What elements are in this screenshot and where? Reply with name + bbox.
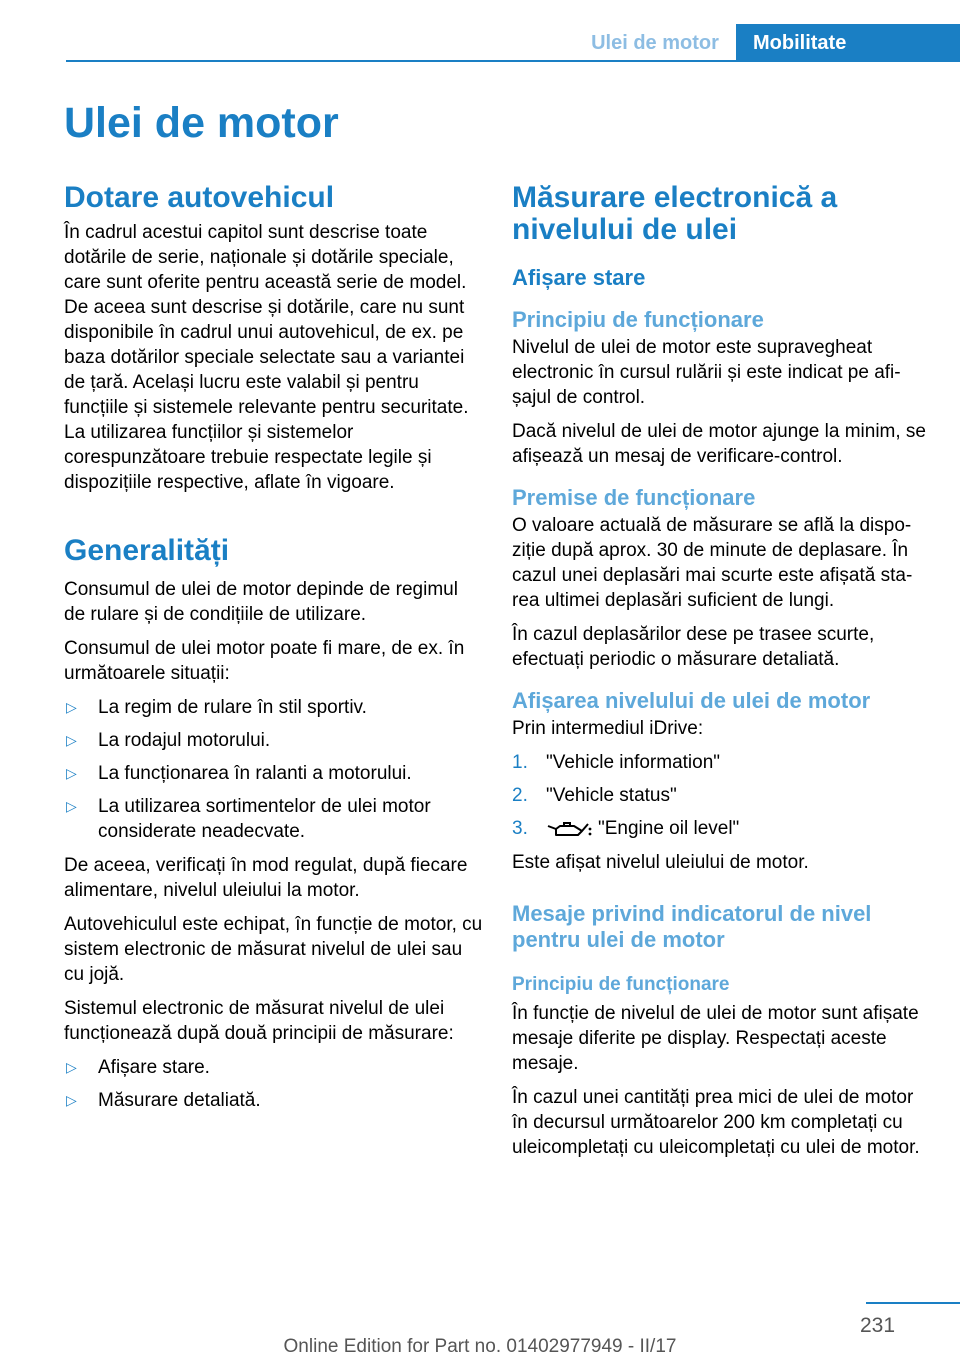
paragraph-equipped: Autovehiculul este echipat, în funcție de motor, cu sistem electronic de măsurat nivelul de ulei sau cu jojă.: [64, 914, 483, 985]
page-title: Ulei de motor: [64, 99, 339, 147]
paragraph-check: De aceea, verificați în mod regulat, după fiecare alimentare, nivelul uleiului la motor.: [64, 855, 468, 901]
paragraph-premise-2: În cazul deplasărilor dese pe trasee scurte, efectuați periodic o măsurare detaliată.: [512, 624, 875, 670]
heading-messages: Mesaje privind indicatorul de nivel pentru ulei de motor: [512, 901, 872, 952]
right-column: [512, 182, 932, 1169]
triangle-bullet-icon: ▷: [66, 1059, 77, 1075]
heading-status-display: Afișare stare: [512, 265, 646, 290]
footer-rule: [866, 1302, 960, 1304]
triangle-bullet-icon: ▷: [66, 732, 77, 748]
triangle-bullet-icon: ▷: [66, 798, 77, 814]
heading-principle-2: Principiu de funcționare: [512, 974, 730, 995]
paragraph-premise-1: O valoare actuală de măsurare se află la dispoziție după aprox. 30 de minute de deplasare. În cazul unei deplasări mai scurte este afișată starea ultimei deplasări suficient de lungi.: [512, 515, 913, 611]
paragraph-equipment: În cadrul acestui capitol sunt descrise toate dotările de serie, naționale și dotările speciale, care sunt oferite pentru această serie de model. De aceea sunt descrise și dotările, care nu sunt disponibile în cadrul unui autovehicul, de ex. pe baza dotărilor speciale selectate sau a variantei de țară. Același lucru este valabil și pentru funcțiile și sistemele relevante pentru securitate. La utilizarea funcțiilor și sistemelor corespunzătoare trebuie respectate legile și dispozițiile respective, aflate în vigoare.: [64, 222, 469, 493]
triangle-bullet-icon: ▷: [66, 699, 77, 715]
left-column: [64, 182, 484, 1122]
triangle-bullet-icon: ▷: [66, 1092, 77, 1108]
heading-premise: Premise de funcționare: [512, 485, 756, 510]
paragraph-principle-2: Dacă nivelul de ulei de motor ajunge la minim, se afișează un mesaj de verificare-control.: [512, 421, 926, 467]
list-item: ▷ La rodajul motorului.: [66, 730, 271, 751]
heading-principle: Principiu de funcționare: [512, 307, 764, 332]
list-item: 1. "Vehicle information": [512, 752, 721, 773]
paragraph-messages-1: În funcție de nivelul de ulei de motor sunt afișate mesaje diferite pe display. Respectați aceste mesaje.: [512, 1003, 919, 1074]
paragraph-messages-2: În cazul unei cantități prea mici de ulei de motor în decursul următoarelor 200 km completați cu uleicompletați cu uleicompletați cu ulei de motor.: [512, 1087, 920, 1158]
list-item: ▷ Măsurare detaliată.: [66, 1090, 261, 1111]
list-item: 2. "Vehicle status": [512, 785, 677, 806]
header-tab-section: Ulei de motor: [591, 32, 719, 54]
list-item: ▷ La funcționarea în ralanti a motorului.: [66, 763, 412, 784]
header-tab-chapter: Mobilitate: [736, 24, 960, 62]
list-item: ▷ Afișare stare.: [66, 1057, 210, 1078]
heading-oil-level-display: Afișarea nivelului de ulei de motor: [512, 688, 871, 713]
paragraph-general-2: Consumul de ulei motor poate fi mare, de ex. în următoarele situații:: [64, 638, 465, 684]
heading-general: Generalități: [64, 534, 230, 567]
heading-electronic-measure: Măsurare electronică a nivelului de ulei: [512, 181, 838, 246]
paragraph-idrive: Prin intermediul iDrive:: [512, 718, 704, 739]
oil-can-icon: [546, 820, 592, 838]
triangle-bullet-icon: ▷: [66, 765, 77, 781]
page-number: 231: [860, 1314, 896, 1337]
list-item: 3. "Engine oil level": [512, 818, 740, 839]
footer-edition: Online Edition for Part no. 01402977949 - II/17: [283, 1336, 677, 1357]
list-item: ▷ La utilizarea sortimentelor de ulei motor considerate neadecvate.: [66, 796, 431, 842]
paragraph-principle-1: Nivelul de ulei de motor este supravegheat electronic în cursul rulării și este indicat pe afișajul de control.: [512, 337, 901, 408]
paragraph-principles: Sistemul electronic de măsurat nivelul de ulei funcționează după două principii de măsurare:: [64, 998, 454, 1044]
heading-equipment: Dotare autovehicul: [64, 181, 335, 214]
paragraph-shown: Este afișat nivelul uleiului de motor.: [512, 852, 809, 873]
paragraph-general-1: Consumul de ulei de motor depinde de regimul de rulare și de condițiile de utilizare.: [64, 579, 458, 625]
situations-list: [64, 695, 484, 844]
idrive-steps: [512, 750, 932, 841]
list-item: ▷ La regim de rulare în stil sportiv.: [66, 697, 367, 718]
principles-list: [64, 1055, 484, 1113]
